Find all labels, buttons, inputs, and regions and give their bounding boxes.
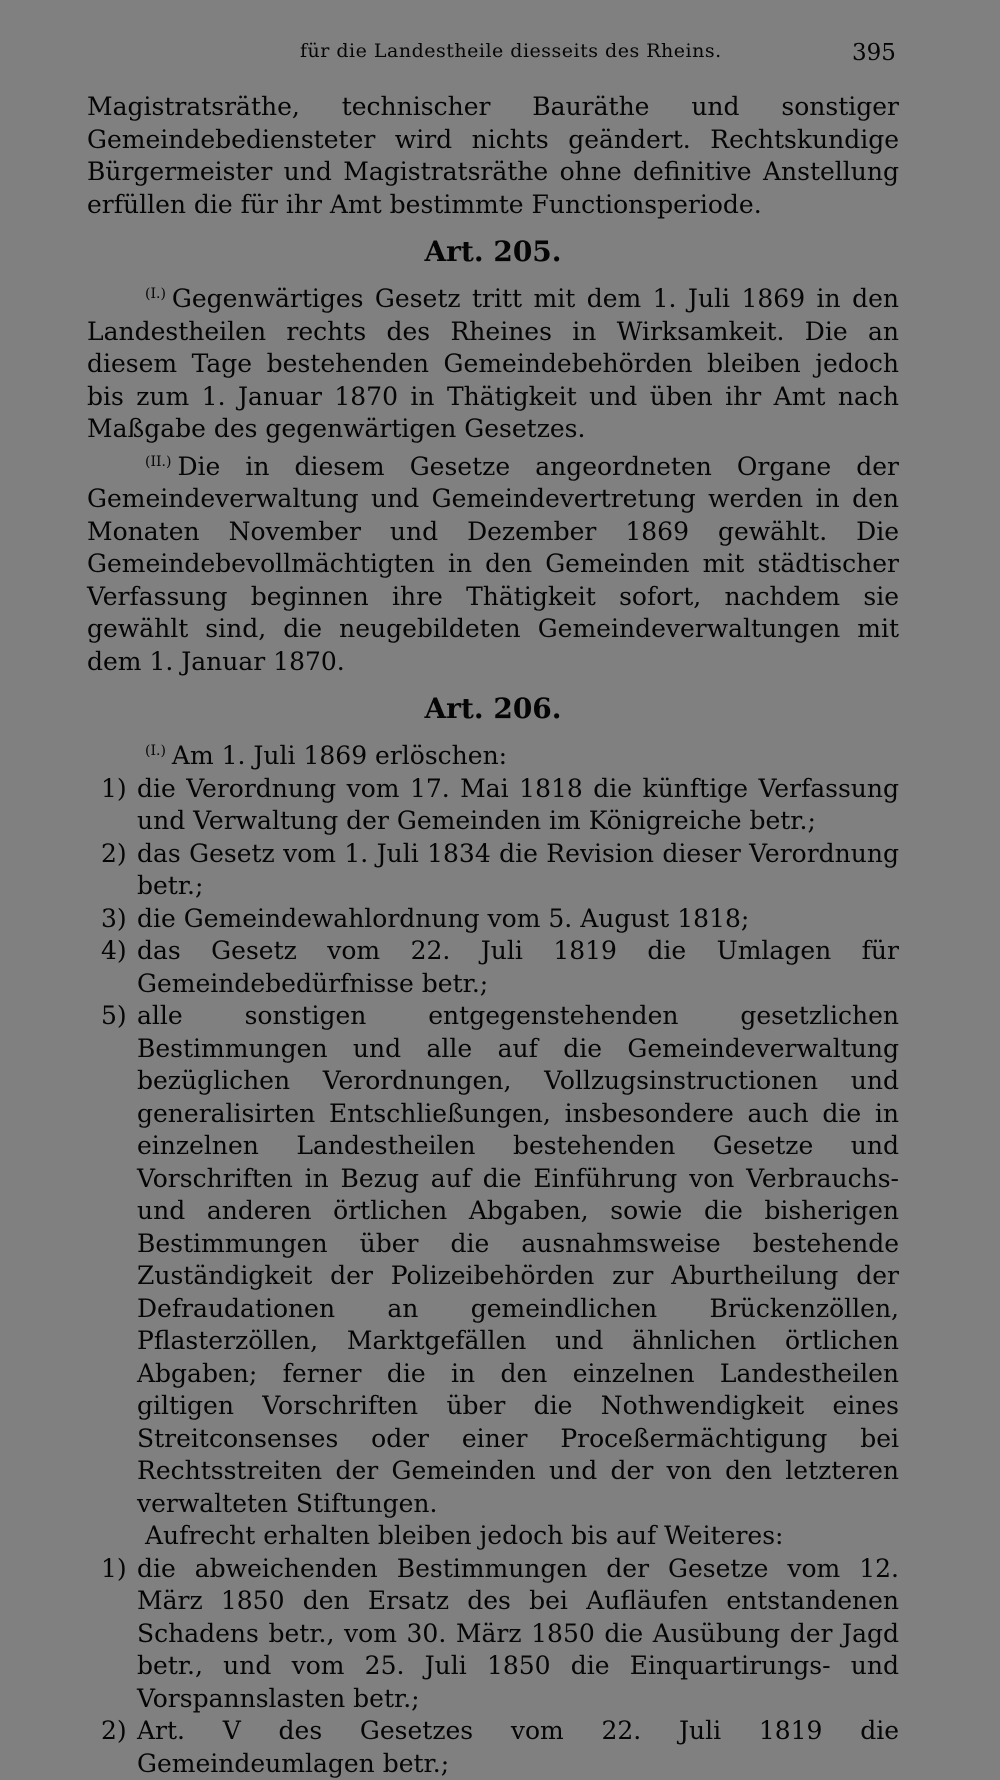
list-item: [87, 1553, 899, 1716]
list-item-number: 3): [101, 903, 127, 933]
page-number: 395: [852, 40, 896, 66]
paragraph-mark: (II.): [145, 453, 172, 470]
list-item-text: das Gesetz vom 22. Juli 1819 die Umlagen für Gemeindebedürfnisse betr.;: [137, 936, 899, 998]
list-item-text: das Gesetz vom 1. Juli 1834 die Revision dieser Verordnung betr.;: [137, 838, 899, 900]
running-title: für die Landestheile diesseits des Rheins.: [300, 40, 722, 62]
list-item-text: die Verordnung vom 17. Mai 1818 die künftige Verfassung und Verwaltung der Gemeinden im Königreiche betr.;: [137, 773, 899, 835]
list-item-number: 2): [101, 1716, 127, 1745]
article-205-heading: Art. 205.: [424, 235, 562, 268]
page-body: [87, 91, 899, 1780]
intro-paragraph: Magistratsräthe, technischer Bauräthe und sonstiger Gemeindebediensteter wird nichts geändert. Rechtskundige Bürgermeister und Magistratsräthe ohne definitive Anstellung erfüllen die für ihr Amt bestimmte Functionsperiode.: [87, 92, 899, 219]
paragraph-mark: (I.): [145, 286, 166, 302]
list-item-text: die Gemeindewahlordnung vom 5. August 1818;: [137, 903, 750, 933]
article-206-paragraph-2: Aufrecht erhalten bleiben jedoch bis auf Weiteres:: [145, 1521, 784, 1550]
list-item-number: 2): [101, 838, 127, 868]
list-item-number: 5): [101, 1001, 127, 1030]
list-item: [87, 838, 899, 903]
article-205-paragraph-2: [87, 446, 899, 679]
article-206-heading: Art. 206.: [424, 692, 562, 725]
list-item-text: Art. V des Gesetzes vom 22. Juli 1819 die Gemeindeumlagen betr.;: [137, 1716, 899, 1778]
article-205-paragraph-1: [87, 278, 899, 446]
list-item-number: 4): [101, 936, 127, 965]
paragraph-mark: (I.): [145, 743, 166, 759]
list-item: [87, 773, 899, 838]
article-206-paragraph-1-text: Am 1. Juli 1869 erlöschen:: [171, 741, 508, 770]
list-item-number: 1): [101, 1553, 127, 1583]
list-item: [87, 1000, 899, 1520]
article-205-paragraph-2-text: Die in diesem Gesetze angeordneten Organe der Gemeindeverwaltung und Gemeindevertretung werden in den Monaten November und Dezember 1869 gewählt. Die Gemeindebevollmächtigten in den Gemeinden mit städtischer Verfassung beginnen ihre Thätigkeit sofort, nachdem sie gewählt sind, die neugebildeten Gemeindeverwaltungen mit dem 1. Januar 1870.: [87, 451, 899, 676]
article-205-paragraph-1-text: Gegenwärtiges Gesetz tritt mit dem 1. Juli 1869 in den Landestheilen rechts des Rheines in Wirksamkeit. Die an diesem Tage bestehenden Gemeindebehörden bleiben jedoch bis zum 1. Januar 1870 in Thätigkeit und üben ihr Amt nach Maßgabe des gegenwärtigen Gesetzes.: [87, 284, 899, 443]
list-item: [87, 935, 899, 1000]
list-item: [87, 903, 899, 936]
list-item: [87, 1715, 899, 1780]
article-206-paragraph-1: [87, 735, 899, 773]
list-item-text: die abweichenden Bestimmungen der Gesetze vom 12. März 1850 den Ersatz des bei Aufläufen entstandenen Schadens betr., vom 30. März 1850 die Ausübung der Jagd betr., und vom 25. Juli 1850 die Einquartirungs- und Vorspannslasten betr.;: [137, 1553, 899, 1713]
list-item-number: 1): [101, 773, 127, 803]
list-item-text: alle sonstigen entgegenstehenden gesetzlichen Bestimmungen und alle auf die Gemeindeverwaltung bezüglichen Verordnungen, Vollzugsinstructionen und generalisirten Entschließungen, insbesondere auch die in einzelnen Landestheilen bestehenden Gesetze und Vorschriften in Bezug auf die Einführung von Verbrauchs- und anderen örtlichen Abgaben, sowie die bisherigen Bestimmungen über die ausnahmsweise bestehende Zuständigkeit der Polizeibehörden zur Aburtheilung der Defraudationen an gemeindlichen Brückenzöllen, Pflasterzöllen, Marktgefällen und ähnlichen örtlichen Abgaben; ferner die in den einzelnen Landestheilen giltigen Vorschriften über die Nothwendigkeit eines Streitconsenses oder einer Proceßermächtigung bei Rechtsstreiten der Gemeinden und der von den letzteren verwalteten Stiftungen.: [137, 1001, 899, 1518]
